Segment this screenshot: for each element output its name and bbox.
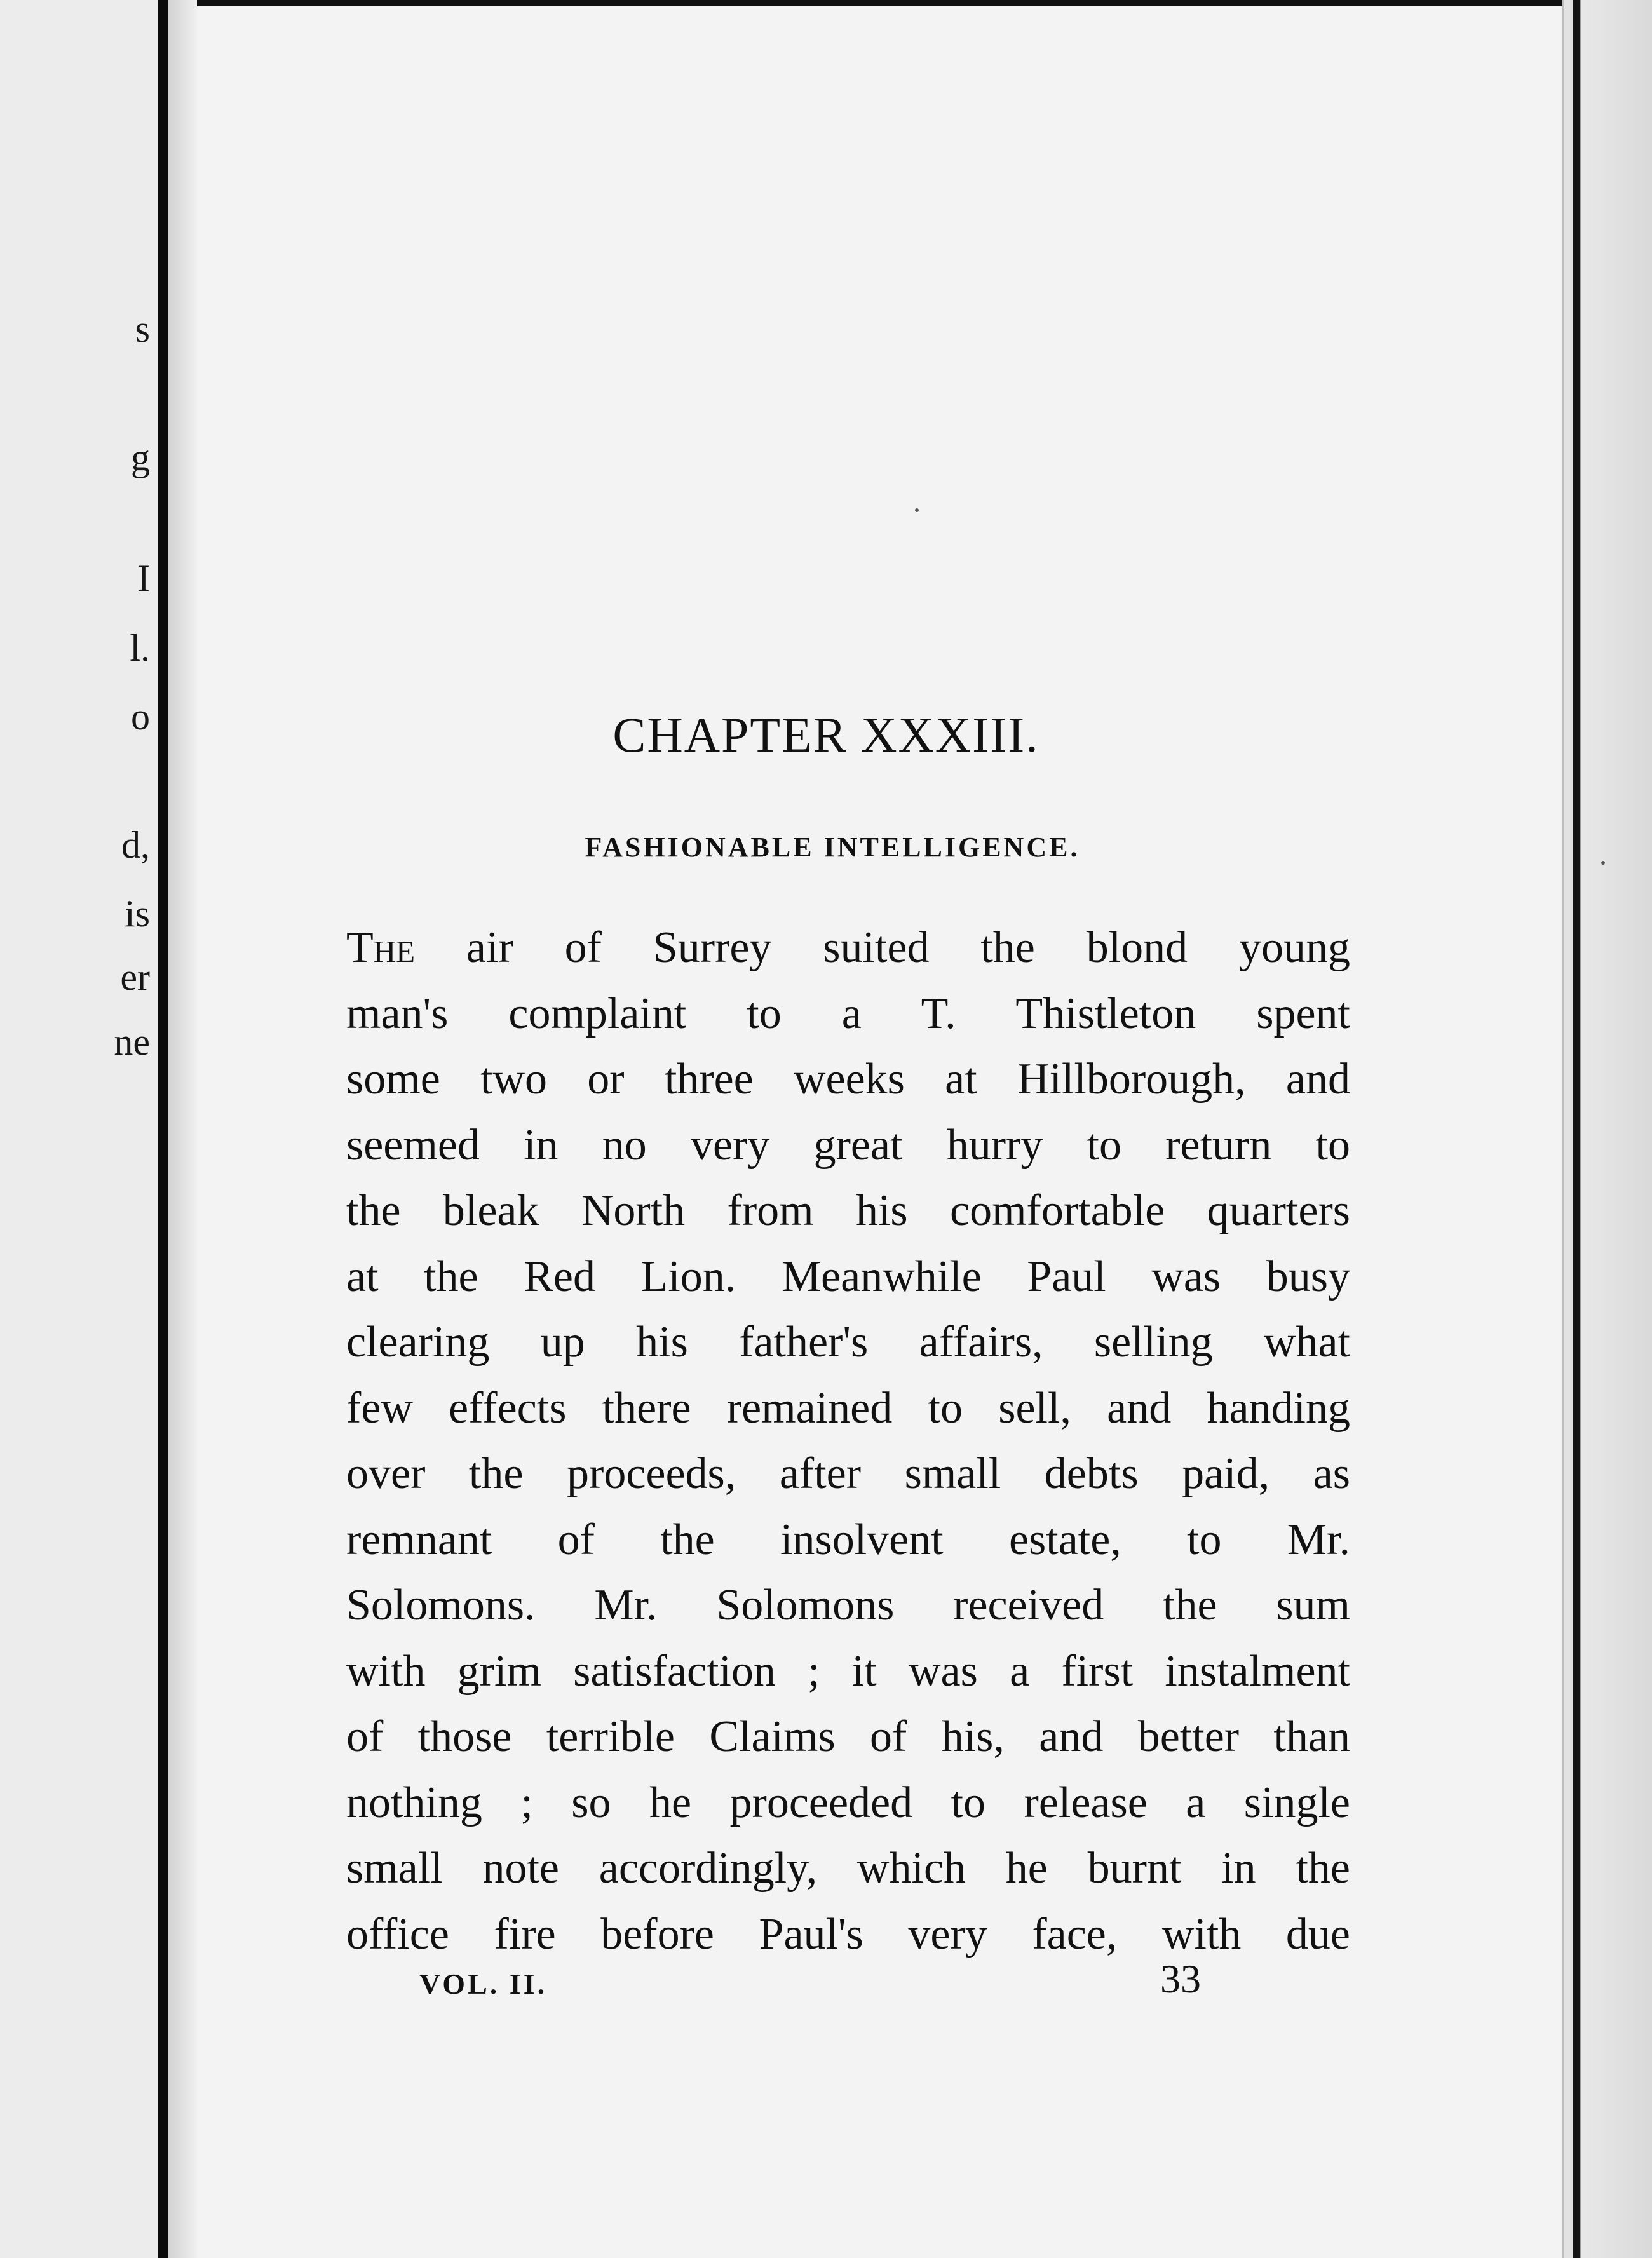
left-page-fragment: s bbox=[135, 308, 150, 350]
text-line: at the Red Lion. Meanwhile Paul was busy bbox=[346, 1252, 1350, 1301]
left-page-fragment: o bbox=[131, 696, 150, 738]
text-line: few effects there remained to sell, and handing bbox=[346, 1383, 1350, 1433]
text-line: with grim satisfaction ; it was a first instalment bbox=[346, 1646, 1350, 1696]
left-page-fragment: ne bbox=[114, 1021, 150, 1063]
text-line: over the proceeds, after small debts paid, as bbox=[346, 1449, 1350, 1498]
book-gutter bbox=[158, 0, 168, 2258]
text-line: nothing ; so he proceeded to release a single bbox=[346, 1778, 1350, 1827]
paper-speck bbox=[1601, 861, 1605, 865]
left-page-fragment: is bbox=[124, 893, 150, 935]
text-line: clearing up his father's affairs, selling what bbox=[346, 1318, 1350, 1367]
line-text: air of Surrey suited the blond young bbox=[415, 923, 1350, 972]
text-line: man's complaint to a T. Thistleton spent bbox=[346, 989, 1350, 1038]
page-edge-shadow bbox=[1573, 0, 1580, 2258]
text-line: Solomons. Mr. Solomons received the sum bbox=[346, 1581, 1350, 1630]
left-facing-page bbox=[0, 0, 158, 2258]
text-line: of those terrible Claims of his, and better than bbox=[346, 1712, 1350, 1761]
paper-speck bbox=[915, 508, 919, 512]
text-line: remnant of the insolvent estate, to Mr. bbox=[346, 1515, 1350, 1564]
left-page-fragment: d, bbox=[121, 824, 150, 866]
left-page-fragment: er bbox=[120, 956, 150, 998]
text-line: small note accordingly, which he burnt in the bbox=[346, 1844, 1350, 1893]
chapter-subtitle: FASHIONABLE INTELLIGENCE. bbox=[585, 832, 1080, 863]
left-page-fragment: g bbox=[131, 436, 150, 478]
left-page-fragment: I bbox=[137, 557, 150, 599]
text-line: office fire before Paul's very face, with due bbox=[346, 1909, 1350, 1959]
gutter-shadow bbox=[168, 0, 197, 2258]
page-number: 33 bbox=[1160, 1956, 1201, 2001]
text-line: the bleak North from his comfortable quarters bbox=[346, 1186, 1350, 1235]
chapter-body bbox=[346, 915, 1350, 1967]
chapter-title: CHAPTER XXXIII. bbox=[613, 707, 1039, 762]
opening-word: The bbox=[346, 923, 416, 972]
volume-label: VOL. II. bbox=[419, 1968, 548, 2000]
top-scan-edge bbox=[0, 0, 1652, 6]
text-line: seemed in no very great hurry to return to bbox=[346, 1120, 1350, 1170]
text-line: some two or three weeks at Hillborough, and bbox=[346, 1055, 1350, 1104]
left-page-fragment: l. bbox=[130, 627, 150, 669]
page-footer bbox=[419, 1956, 1201, 2000]
next-pages-edge bbox=[1580, 0, 1652, 2258]
text-line bbox=[346, 915, 1350, 981]
